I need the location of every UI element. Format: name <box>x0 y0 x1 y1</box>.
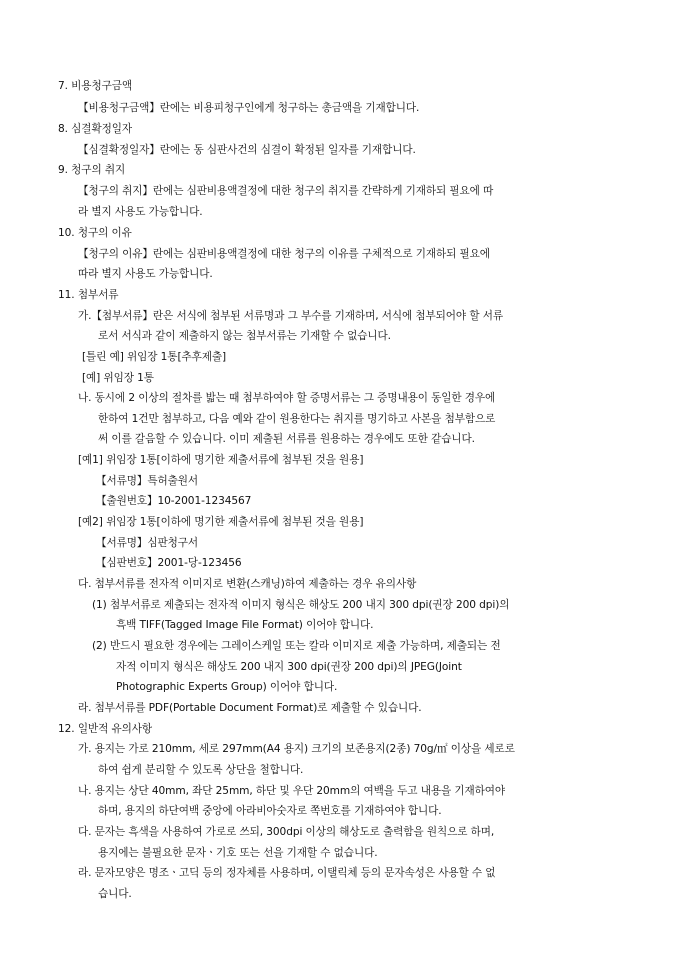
section-9-body-line-2: 라 별지 사용도 가능합니다. <box>78 206 203 218</box>
example-2-trial-number: 【심판번호】2001-당-123456 <box>96 557 242 569</box>
section-8-body: 【심결확정일자】란에는 동 심판사건의 심결이 확정된 일자를 기재합니다. <box>78 144 416 156</box>
section-12-na-line-1: 나. 용지는 상단 40mm, 좌단 25mm, 하단 및 우단 20mm의 여백을 두고 내용을 기재하여야 <box>78 785 506 797</box>
section-11-na-line-2: 한하여 1건만 첨부하고, 다음 예와 같이 원용한다는 취지를 명기하고 사본을 첨부함으로 <box>98 413 496 425</box>
section-11-ra: 라. 첨부서류를 PDF(Portable Document Format)로 제출할 수 있습니다. <box>78 702 422 714</box>
section-9-body-line-1: 【청구의 취지】란에는 심판비용액결정에 대한 청구의 취지를 간략하게 기재하되 필요에 따 <box>78 185 494 197</box>
section-8-heading: 8. 심결확정일자 <box>58 123 132 135</box>
section-11-heading: 11. 첨부서류 <box>58 289 119 301</box>
section-11-na-line-3: 써 이를 갈음할 수 있습니다. 이미 제출된 서류를 원용하는 경우에도 또한 같습니다. <box>98 433 475 445</box>
section-11-da-2-line-2: 자적 이미지 형식은 해상도 200 내지 300 dpi(권장 200 dpi)의 JPEG(Joint <box>116 661 462 673</box>
section-11-da-1-line-2: 흑백 TIFF(Tagged Image File Format) 이어야 합니다. <box>116 619 374 631</box>
section-11-da: 다. 첨부서류를 전자적 이미지로 변환(스캐닝)하여 제출하는 경우 유의사항 <box>78 578 417 590</box>
section-12-ga-line-2: 하여 쉽게 분리할 수 있도록 상단을 철합니다. <box>98 764 304 776</box>
wrong-example: [틀린 예] 위임장 1통[추후제출] <box>82 351 227 363</box>
section-9-heading: 9. 청구의 취지 <box>58 164 126 176</box>
section-12-heading: 12. 일반적 유의사항 <box>58 723 153 735</box>
example-1-document-name: 【서류명】특허출원서 <box>96 475 199 487</box>
section-10-body-line-1: 【청구의 이유】란에는 심판비용액결정에 대한 청구의 이유를 구체적으로 기재하되 필요에 <box>78 248 490 260</box>
example-2: [예2] 위임장 1통[이하에 명기한 제출서류에 첨부된 것을 원용] <box>78 516 364 528</box>
section-10-body-line-2: 따라 별지 사용도 가능합니다. <box>78 268 213 280</box>
section-10-heading: 10. 청구의 이유 <box>58 227 132 239</box>
correct-example: [예] 위임장 1통 <box>82 372 154 384</box>
section-12-ra-line-2: 습니다. <box>98 888 132 900</box>
section-12-da-line-2: 용지에는 불필요한 문자ㆍ기호 또는 선을 기재할 수 없습니다. <box>98 847 378 859</box>
section-11-na-line-1: 나. 동시에 2 이상의 절차를 밟는 때 첨부하여야 할 증명서류는 그 증명내용이 동일한 경우에 <box>78 392 496 404</box>
section-7-heading: 7. 비용청구금액 <box>58 80 132 92</box>
section-7-body: 【비용청구금액】란에는 비용피청구인에게 청구하는 총금액을 기재합니다. <box>78 102 420 114</box>
example-1: [예1] 위임장 1통[이하에 명기한 제출서류에 첨부된 것을 원용] <box>78 454 364 466</box>
example-2-document-name: 【서류명】심판청구서 <box>96 537 199 549</box>
section-11-da-2-line-1: (2) 반드시 필요한 경우에는 그레이스케일 또는 칼라 이미지로 제출 가능하며, 제출되는 전 <box>92 640 501 652</box>
section-12-ga-line-1: 가. 용지는 가로 210mm, 세로 297mm(A4 용지) 크기의 보존용지(2종) 70g/㎡ 이상을 세로로 <box>78 743 515 755</box>
section-11-ga-line-1: 가.【첨부서류】란은 서식에 첨부된 서류명과 그 부수를 기재하며, 서식에 첨부되어야 할 서류 <box>78 310 504 322</box>
section-11-da-1-line-1: (1) 첨부서류로 제출되는 전자적 이미지 형식은 해상도 200 내지 300 dpi(권장 200 dpi)의 <box>92 599 510 611</box>
section-11-da-2-line-3: Photographic Experts Group) 이어야 합니다. <box>116 681 338 693</box>
section-12-na-line-2: 하며, 용지의 하단여백 중앙에 아라비아숫자로 쪽번호를 기재하여야 합니다. <box>98 805 442 817</box>
section-12-ra-line-1: 라. 문자모양은 명조ㆍ고딕 등의 정자체를 사용하며, 이탤릭체 등의 문자속성은 사용할 수 없 <box>78 867 496 879</box>
section-11-ga-line-2: 로서 서식과 같이 제출하지 않는 첨부서류는 기재할 수 없습니다. <box>98 330 391 342</box>
example-1-application-number: 【출원번호】10-2001-1234567 <box>96 495 252 507</box>
section-12-da-line-1: 다. 문자는 흑색을 사용하여 가로로 쓰되, 300dpi 이상의 해상도로 출력함을 원칙으로 하며, <box>78 826 495 838</box>
